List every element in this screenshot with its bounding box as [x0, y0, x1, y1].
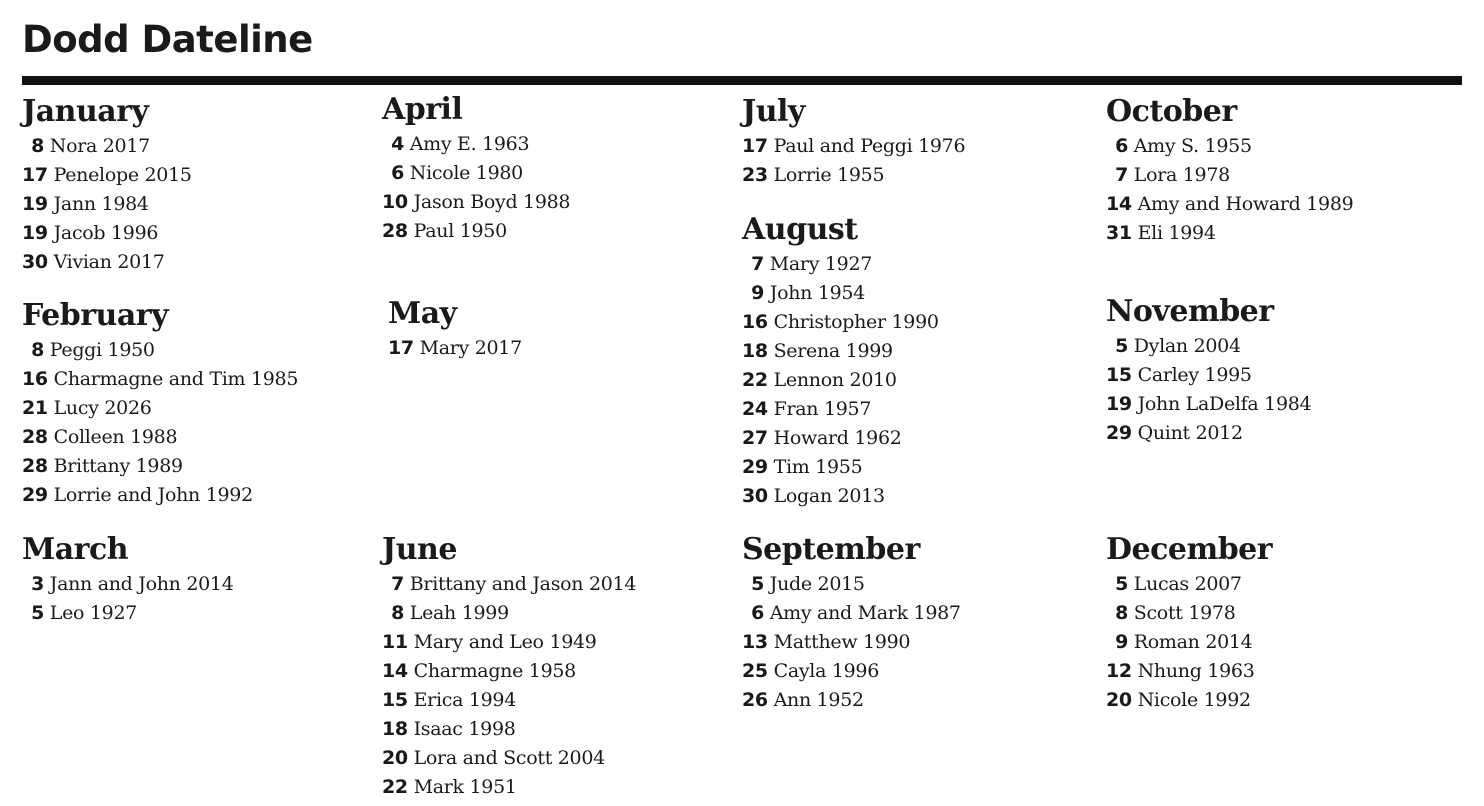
entry-day: 11 [382, 631, 408, 653]
entry-day: 5 [31, 602, 44, 624]
entry-text: Serena 1999 [773, 340, 893, 362]
date-entry [22, 481, 298, 510]
entry-day: 29 [1106, 422, 1132, 444]
entry-text: Mary and Leo 1949 [413, 631, 597, 653]
entry-text: Peggi 1950 [49, 339, 155, 361]
entry-text: Lorrie and John 1992 [53, 484, 253, 506]
entry-day: 22 [742, 369, 768, 391]
entry-day: 27 [742, 427, 768, 449]
entry-text: Leo 1927 [49, 602, 138, 624]
date-entry [1106, 332, 1311, 361]
entry-day: 10 [382, 191, 408, 213]
entry-day: 28 [22, 455, 48, 477]
entry-day: 18 [742, 340, 768, 362]
entry-day: 19 [22, 222, 48, 244]
entry-text: Lora and Scott 2004 [413, 747, 605, 769]
entry-text: Paul 1950 [413, 220, 507, 242]
entry-text: Brittany 1989 [53, 455, 183, 477]
entry-text: Tim 1955 [773, 456, 863, 478]
entry-day: 12 [1106, 660, 1132, 682]
entry-day: 15 [1106, 364, 1132, 386]
entry-day: 17 [742, 135, 768, 157]
entry-text: Amy S. 1955 [1133, 135, 1252, 157]
entry-day: 7 [1115, 164, 1128, 186]
month-december [1106, 532, 1272, 715]
entry-day: 18 [382, 718, 408, 740]
entry-day: 29 [22, 484, 48, 506]
date-entry [22, 219, 192, 248]
entry-day: 20 [1106, 689, 1132, 711]
date-entry [742, 453, 939, 482]
date-entry [382, 130, 570, 159]
month-heading: March [22, 532, 129, 567]
entry-day: 15 [382, 689, 408, 711]
entry-day: 26 [742, 689, 768, 711]
entry-text: Paul and Peggi 1976 [773, 135, 966, 157]
entry-day: 8 [31, 135, 44, 157]
entry-text: Jann 1984 [53, 193, 149, 215]
date-entry [742, 424, 939, 453]
date-entry [382, 159, 570, 188]
month-heading: November [1106, 294, 1274, 329]
entry-day: 21 [22, 397, 48, 419]
date-entry [1106, 419, 1311, 448]
month-march [22, 532, 234, 628]
date-entry [382, 715, 636, 744]
entry-text: John LaDelfa 1984 [1137, 393, 1312, 415]
entry-text: John 1954 [769, 282, 865, 304]
entry-day: 19 [1106, 393, 1132, 415]
entry-text: Jason Boyd 1988 [413, 191, 571, 213]
entry-text: Charmagne 1958 [413, 660, 576, 682]
date-entry [382, 570, 636, 599]
entry-text: Jacob 1996 [53, 222, 159, 244]
entry-day: 28 [382, 220, 408, 242]
entry-text: Matthew 1990 [773, 631, 911, 653]
entry-day: 16 [742, 311, 768, 333]
date-entry [1106, 570, 1272, 599]
entry-text: Christopher 1990 [773, 311, 939, 333]
entry-text: Ann 1952 [773, 689, 864, 711]
date-entry [382, 773, 636, 802]
entry-day: 30 [742, 485, 768, 507]
entry-text: Eli 1994 [1137, 222, 1216, 244]
date-entry [382, 188, 570, 217]
entry-text: Dylan 2004 [1133, 335, 1241, 357]
entry-text: Isaac 1998 [413, 718, 516, 740]
month-november [1106, 294, 1311, 448]
month-heading: December [1106, 532, 1273, 567]
date-entry [1106, 686, 1272, 715]
date-entry [742, 132, 965, 161]
date-entry [742, 395, 939, 424]
month-heading: October [1106, 94, 1237, 129]
date-entry [1106, 190, 1353, 219]
entry-day: 22 [382, 776, 408, 798]
date-entry [22, 452, 298, 481]
title-rule [22, 76, 1462, 85]
entry-text: Logan 2013 [773, 485, 885, 507]
entry-text: Nicole 1980 [409, 162, 523, 184]
month-heading: June [382, 532, 457, 567]
entry-day: 23 [742, 164, 768, 186]
entry-day: 19 [22, 193, 48, 215]
entry-text: Scott 1978 [1133, 602, 1236, 624]
entry-text: Roman 2014 [1133, 631, 1253, 653]
entry-text: Lucy 2026 [53, 397, 152, 419]
entry-day: 4 [391, 133, 404, 155]
entry-day: 14 [382, 660, 408, 682]
entry-day: 6 [751, 602, 764, 624]
date-entry [742, 482, 939, 511]
entry-day: 3 [31, 573, 44, 595]
date-entry [382, 744, 636, 773]
entry-day: 8 [1115, 602, 1128, 624]
entry-text: Jude 2015 [769, 573, 865, 595]
entry-day: 28 [22, 426, 48, 448]
entry-day: 14 [1106, 193, 1132, 215]
entry-text: Leah 1999 [409, 602, 509, 624]
month-january [22, 94, 192, 277]
date-entry [382, 628, 636, 657]
date-entry [22, 132, 192, 161]
date-entry [742, 308, 939, 337]
entry-text: Mary 2017 [419, 337, 522, 359]
date-entry [1106, 219, 1353, 248]
page-title: Dodd Dateline [22, 18, 313, 61]
month-heading: May [388, 296, 457, 331]
entry-text: Carley 1995 [1137, 364, 1252, 386]
entry-text: Fran 1957 [773, 398, 872, 420]
date-entry [382, 599, 636, 628]
entry-text: Quint 2012 [1137, 422, 1243, 444]
entry-day: 30 [22, 251, 48, 273]
date-entry [742, 686, 961, 715]
date-entry [22, 248, 192, 277]
entry-day: 8 [31, 339, 44, 361]
entry-day: 5 [751, 573, 764, 595]
date-entry [742, 570, 961, 599]
date-entry [22, 423, 298, 452]
date-entry [1106, 657, 1272, 686]
date-entry [1106, 599, 1272, 628]
date-entry [22, 394, 298, 423]
date-entry [742, 337, 939, 366]
month-heading: January [22, 94, 149, 129]
date-entry [1106, 361, 1311, 390]
entry-day: 6 [1115, 135, 1128, 157]
month-february [22, 298, 298, 510]
entry-text: Howard 1962 [773, 427, 902, 449]
entry-day: 17 [388, 337, 414, 359]
month-heading: February [22, 298, 169, 333]
entry-text: Lorrie 1955 [773, 164, 885, 186]
entry-text: Nicole 1992 [1137, 689, 1251, 711]
entry-day: 17 [22, 164, 48, 186]
date-entry [742, 657, 961, 686]
date-entry [382, 686, 636, 715]
entry-day: 5 [1115, 335, 1128, 357]
entry-text: Vivian 2017 [53, 251, 165, 273]
entry-text: Lora 1978 [1133, 164, 1230, 186]
month-october [1106, 94, 1353, 248]
date-entry [1106, 390, 1311, 419]
date-entry [22, 161, 192, 190]
entry-text: Amy and Howard 1989 [1137, 193, 1354, 215]
date-entry [388, 334, 522, 363]
entry-text: Penelope 2015 [53, 164, 192, 186]
entry-day: 9 [1115, 631, 1128, 653]
date-entry [22, 599, 234, 628]
date-entry [1106, 132, 1353, 161]
entry-day: 5 [1115, 573, 1128, 595]
month-september [742, 532, 961, 715]
entry-text: Nhung 1963 [1137, 660, 1255, 682]
entry-text: Cayla 1996 [773, 660, 879, 682]
date-entry [22, 336, 298, 365]
entry-day: 24 [742, 398, 768, 420]
month-april [382, 92, 570, 246]
entry-day: 13 [742, 631, 768, 653]
date-entry [742, 250, 939, 279]
entry-day: 29 [742, 456, 768, 478]
entry-text: Charmagne and Tim 1985 [53, 368, 299, 390]
entry-text: Nora 2017 [49, 135, 150, 157]
date-entry [1106, 161, 1353, 190]
month-heading: August [742, 212, 858, 247]
date-entry [382, 217, 570, 246]
entry-text: Lennon 2010 [773, 369, 897, 391]
entry-day: 8 [391, 602, 404, 624]
date-entry [22, 365, 298, 394]
entry-day: 9 [751, 282, 764, 304]
entry-text: Brittany and Jason 2014 [409, 573, 637, 595]
entry-text: Mark 1951 [413, 776, 517, 798]
entry-text: Jann and John 2014 [49, 573, 234, 595]
month-may [388, 296, 522, 363]
entry-text: Lucas 2007 [1133, 573, 1242, 595]
date-entry [742, 161, 965, 190]
entry-day: 7 [751, 253, 764, 275]
date-entry [22, 190, 192, 219]
month-august [742, 212, 939, 511]
date-entry [742, 599, 961, 628]
date-entry [22, 570, 234, 599]
date-entry [382, 657, 636, 686]
date-entry [742, 628, 961, 657]
entry-day: 7 [391, 573, 404, 595]
date-entry [742, 366, 939, 395]
entry-day: 6 [391, 162, 404, 184]
entry-day: 20 [382, 747, 408, 769]
entry-day: 31 [1106, 222, 1132, 244]
entry-text: Erica 1994 [413, 689, 516, 711]
entry-text: Mary 1927 [769, 253, 873, 275]
entry-text: Amy and Mark 1987 [769, 602, 961, 624]
entry-text: Amy E. 1963 [409, 133, 530, 155]
month-july [742, 94, 965, 190]
date-entry [742, 279, 939, 308]
month-heading: September [742, 532, 920, 567]
entry-day: 25 [742, 660, 768, 682]
month-june [382, 532, 636, 802]
entry-day: 16 [22, 368, 48, 390]
month-heading: July [742, 94, 805, 129]
date-entry [1106, 628, 1272, 657]
month-heading: April [382, 92, 463, 127]
entry-text: Colleen 1988 [53, 426, 178, 448]
